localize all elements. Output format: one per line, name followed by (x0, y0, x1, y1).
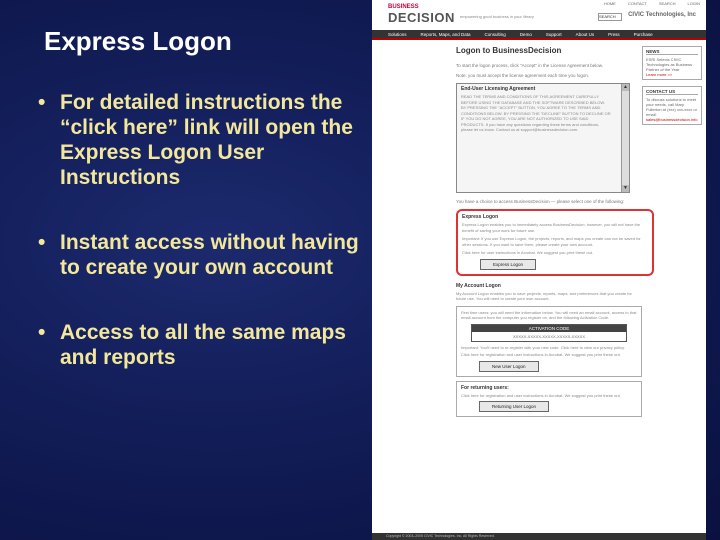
footer-text: Copyright © 2003–2005 CIVIC Technologies, Inc. All Rights Reserved. (386, 534, 495, 538)
my-account-section (456, 280, 646, 425)
bullet-dot: • (38, 231, 46, 254)
bullet-item (30, 230, 370, 280)
activation-code-box (471, 324, 627, 342)
contact-email-link[interactable]: sales@businessdecision.info (646, 117, 698, 122)
agreement-scrollbar[interactable] (621, 84, 629, 192)
returning-text[interactable]: Click here for registration and user instructions in Acrobat. We suggest you print these out. (461, 392, 621, 398)
search-button[interactable]: SEARCH (598, 13, 622, 21)
express-click-here-link[interactable]: Click here for user instructions in Acrobat. We suggest you print these out. (462, 250, 594, 255)
website-screenshot (372, 0, 706, 540)
logo-business: BUSINESS (388, 4, 419, 10)
right-sidebar (642, 46, 702, 131)
first-time-box (456, 306, 642, 377)
express-logon-button[interactable]: Express Logon (480, 259, 536, 270)
news-text: ESRI Selects CIVIC Technologies as Business Partner of the Year (646, 57, 693, 72)
top-link-contact[interactable]: CONTACT (627, 1, 647, 6)
nav-demo[interactable]: Demo (519, 31, 532, 37)
site-footer (372, 533, 706, 540)
note-text: Note: you must accept the license agreement each time you logon. (456, 73, 590, 78)
express-text: Express Logon enables you to immediately access BusinessDecision; however, you will not have the benefit of saving your work for future use. (462, 222, 641, 233)
top-link-home[interactable]: HOME (603, 1, 616, 6)
nav-support[interactable]: Support (545, 31, 562, 37)
bullet-dot: • (38, 321, 46, 344)
contact-text: To discuss solutions to meet your needs, call Mary Fullerton at (xxx) xxx-xxxx or email: (646, 97, 697, 117)
choice-text: You have a choice to access BusinessDecision — please select one of the following: (456, 199, 625, 204)
logo-decision[interactable]: DECISION (388, 10, 455, 25)
contact-title: CONTACT US (646, 89, 698, 95)
bullet-text: For detailed instructions the “click here” link will open the Express Logon User Instructions (60, 91, 353, 189)
top-link-login[interactable]: LOGIN (687, 1, 700, 6)
returning-heading: For returning users: (461, 384, 509, 391)
nav-solutions[interactable]: Solutions (388, 31, 407, 37)
scroll-up-icon[interactable]: ▲ (623, 84, 628, 90)
top-links (604, 1, 700, 6)
bullet-dot: • (38, 91, 46, 114)
nav-press[interactable]: Press (608, 31, 620, 37)
news-title: NEWS (646, 49, 698, 55)
activation-title: ACTIVATION CODE (472, 325, 626, 332)
returning-box (456, 381, 642, 418)
returning-user-logon-button[interactable]: Returning User Logon (479, 401, 549, 412)
account-click-here-link[interactable]: Click here for registration and user instructions in Acrobat. We suggest you print these out. (461, 352, 621, 357)
express-heading: Express Logon (462, 214, 499, 220)
nav-reports[interactable]: Reports, Maps, and Data (420, 31, 471, 37)
license-agreement-box[interactable] (456, 83, 630, 193)
bullet-text: Instant access without having to create your own account (60, 231, 359, 279)
account-text: My Account Logon enables you to save projects, reports, maps, and preferences that you create for future use. You will need to create your own account. (456, 290, 632, 301)
agreement-heading: End-User Licensing Agreement (461, 86, 536, 92)
page-title: Logon to BusinessDecision (456, 46, 562, 55)
bullet-text: Access to all the same maps and reports (60, 321, 346, 369)
partner-logo: CIVIC Technologies, Inc (628, 12, 696, 18)
slide-title: Express Logon (44, 26, 232, 56)
bullet-list (30, 90, 370, 395)
intro-text: To start the logon process, click "Accept" in the License Agreement below. (456, 63, 604, 68)
express-important: Important: If you use Express Logon, the projects, reports, and maps you create can not be saved for other sessions. If you want to save them, please create your own account. (462, 236, 641, 247)
bullet-item (30, 90, 370, 190)
nav-purchase[interactable]: Purchase (633, 31, 653, 37)
contact-box (642, 86, 702, 125)
express-logon-section (456, 209, 654, 276)
account-important: Important: You'll need to re-register with your new code. Click here to view our privacy policy. (461, 344, 625, 350)
tagline: empowering good business in your library (460, 14, 534, 19)
news-box (642, 46, 702, 80)
activation-value: XXXXX-XXXXX-XXXXX-XXXXX-XXXXX (512, 333, 586, 339)
new-user-logon-button[interactable]: New User Logon (479, 361, 539, 372)
agreement-text: READ THE TERMS AND CONDITIONS OF THIS AGREEMENT CAREFULLY BEFORE USING THE DATABASE AND THE SOFTWARE DESCRIBED BELOW. BY PRESSING THE "ACCEPT" BUTTON, YOU AGREE TO THE TERMS AND CONDITIONS BELOW. BY PRESSING THE "DECLINE" BUTTON TO DECLINE OR IF YOU DO NOT AGREE, YOU ARE NOT AUTHORIZED TO USE SAID PRODUCTS. If you have any questions regarding these terms and conditions, please let us know. Contact us at support@businessdecision.com. (461, 94, 611, 132)
main-nav (372, 30, 706, 38)
scroll-down-icon[interactable]: ▼ (623, 185, 628, 191)
site-header (372, 0, 706, 30)
account-heading: My Account Logon (456, 282, 501, 289)
learn-more-link[interactable]: Learn more >> (646, 72, 673, 77)
nav-consulting[interactable]: Consulting (484, 31, 506, 37)
bullet-item (30, 320, 370, 370)
top-link-search[interactable]: SEARCH (658, 1, 676, 6)
nav-about[interactable]: About Us (575, 31, 595, 37)
first-time-text: First time users: you will need the information below. You will need an email account, access to that email account from the computer you register on, and the following Activation Code. (461, 309, 637, 320)
